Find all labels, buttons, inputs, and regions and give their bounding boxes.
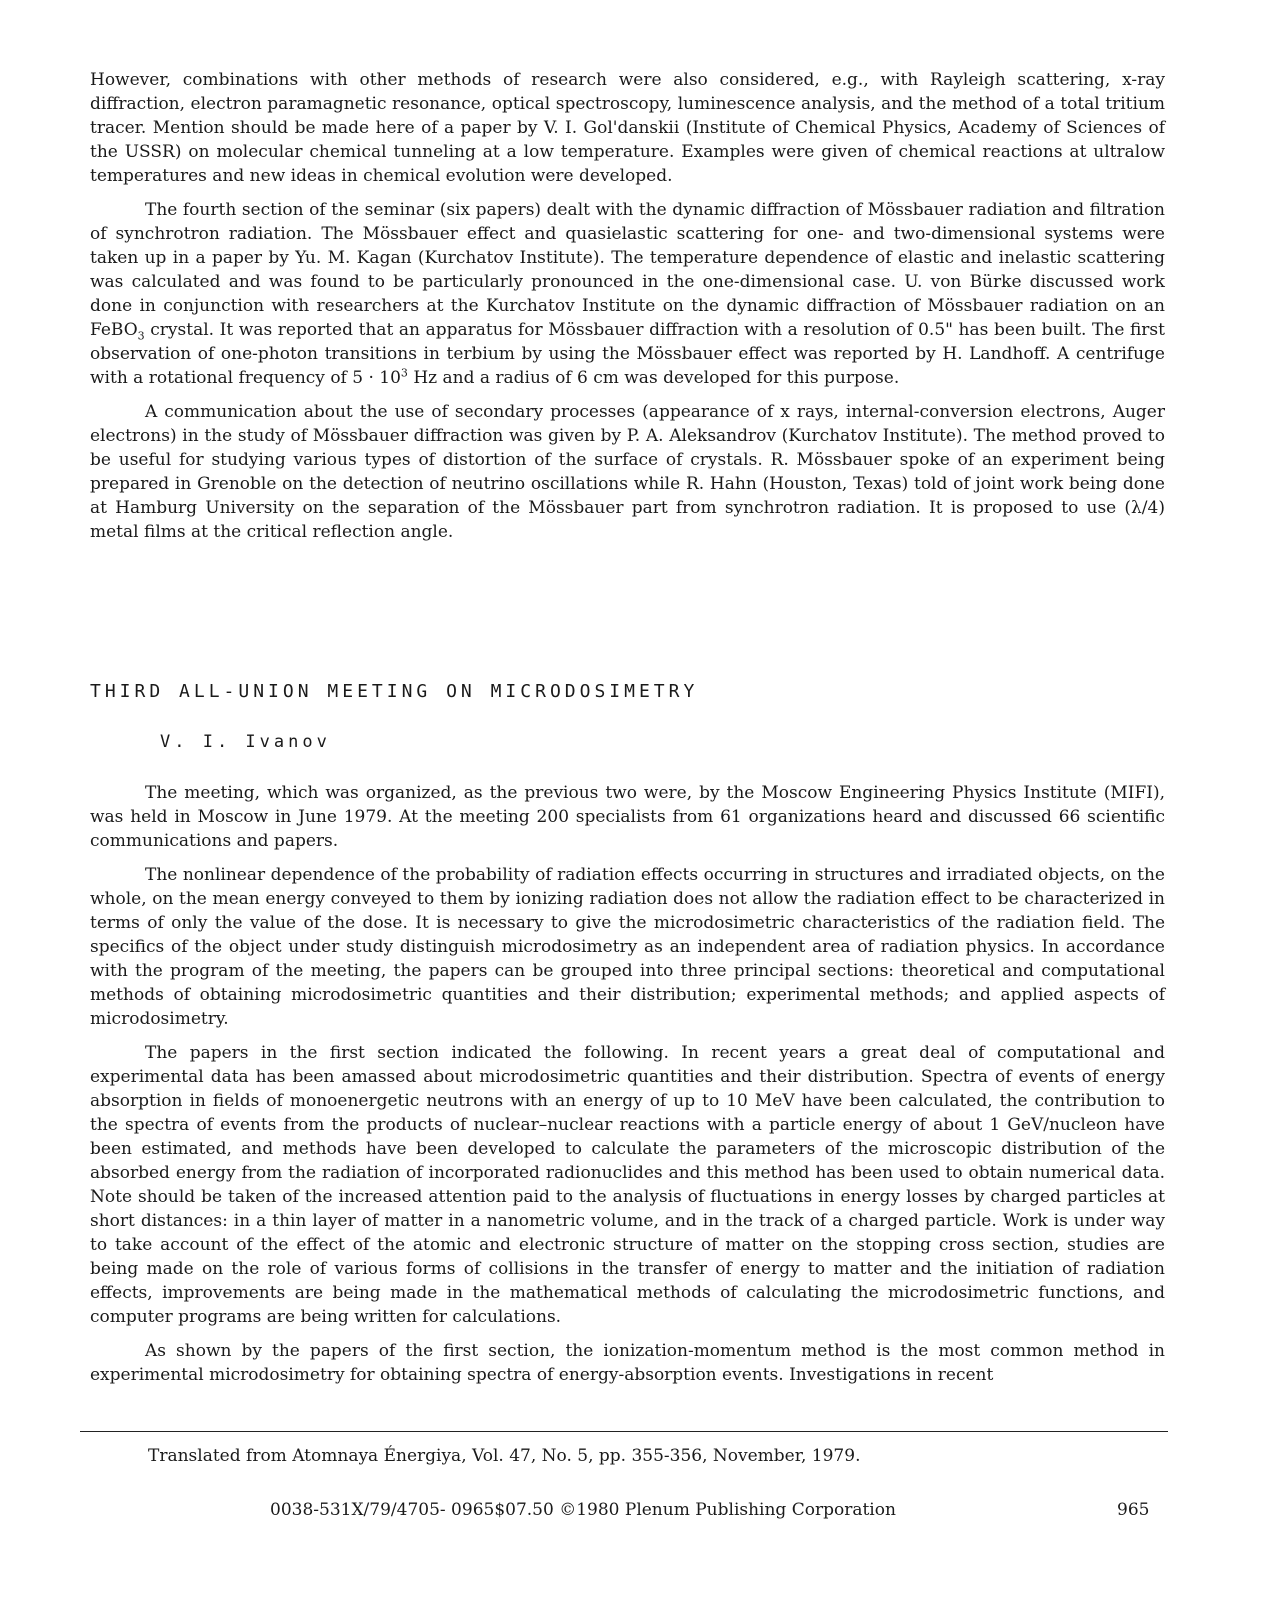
bottom-text: [90, 781, 1165, 1387]
paragraph-2: [90, 198, 1165, 390]
page-number: 965: [1117, 1500, 1150, 1520]
paragraph-2-part-2: crystal. It was reported that an apparatus for Mössbauer diffraction with a resolution of 0.5" has been built. The first observation of one-photon transitions in terbium by using the Mössbauer effect was reported by H. Landhoff. A centrifuge with a rotational frequency of 5 · 10: [90, 320, 1165, 388]
paragraph-6: The papers in the first section indicated the following. In recent years a great deal of computational and experimental data has been amassed about microdosimetric quantities and their distribution. Spectra of events of energy absorption in fields of monoenergetic neutrons with an energy of up to 10 MeV have been calculated, the contribution to the spectra of events from the products of nuclear–nuclear reactions with a particle energy of about 1 GeV/nucleon have been estimated, and methods have been developed to calculate the parameters of the microscopic distribution of the absorbed energy from the radiation of incorporated radionuclides and this method has been used to obtain numerical data. Note should be taken of the increased attention paid to the analysis of fluctuations in energy losses by charged particles at short distances: in a thin layer of matter in a nanometric volume, and in the track of a charged particle. Work is under way to take account of the effect of the atomic and electronic structure of matter on the stopping cross section, studies are being made on the role of various forms of collisions in the transfer of energy to matter and the initiation of radiation effects, improvements are being made in the mathematical methods of calculating the microdosimetric functions, and computer programs are being written for calculations.: [90, 1043, 1165, 1327]
superscript-3: 3: [400, 366, 408, 380]
publisher-line: 0038-531X/79/4705- 0965$07.50 ©1980 Plenum Publishing Corporation: [270, 1500, 896, 1520]
paragraph-2-part-3: Hz and a radius of 6 cm was developed for this purpose.: [413, 368, 900, 388]
footnote-rule: [80, 1431, 1168, 1432]
paragraph-3: A communication about the use of secondary processes (appearance of x rays, internal-conversion electrons, Auger electrons) in the study of Mössbauer diffraction was given by P. A. Aleksandrov (Kurchatov Institute). The method proved to be useful for studying various types of distortion of the surface of crystals. R. Mössbauer spoke of an experiment being prepared in Grenoble on the detection of neutrino oscillations while R. Hahn (Houston, Texas) told of joint work being done at Hamburg University on the separation of the Mössbauer part from synchrotron radiation. It is proposed to use (λ/4) metal films at the critical reflection angle.: [90, 402, 1165, 542]
section-heading: THIRD ALL-UNION MEETING ON MICRODOSIMETRY: [90, 681, 699, 702]
top-text: [90, 68, 1165, 544]
paragraph-7: As shown by the papers of the first section, the ionization-momentum method is the most common method in experimental microdosimetry for obtaining spectra of energy-absorption events. Investigations in recent: [90, 1341, 1165, 1385]
subscript-3: 3: [137, 329, 145, 343]
paragraph-2-part-1: The fourth section of the seminar (six papers) dealt with the dynamic diffraction of Mössbauer radiation and filtration of synchrotron radiation. The Mössbauer effect and quasielastic scattering for one- and two-dimensional systems were taken up in a paper by Yu. M. Kagan (Kurchatov Institute). The temperature dependence of elastic and inelastic scattering was calculated and was found to be particularly pronounced in the one-dimensional case. U. von Bürke discussed work done in conjunction with researchers at the Kurchatov Institute on the dynamic diffraction of Mössbauer radiation on an FeBO: [90, 200, 1165, 340]
footnote: Translated from Atomnaya Énergiya, Vol. 47, No. 5, pp. 355-356, November, 1979.: [148, 1446, 861, 1466]
paragraph-1: However, combinations with other methods of research were also considered, e.g., with Rayleigh scattering, x-ray diffraction, electron paramagnetic resonance, optical spectroscopy, luminescence analysis, and the method of a total tritium tracer. Mention should be made here of a paper by V. I. Gol'danskii (Institute of Chemical Physics, Academy of Sciences of the USSR) on molecular chemical tunneling at a low temperature. Examples were given of chemical reactions at ultralow temperatures and new ideas in chemical evolution were developed.: [90, 70, 1165, 186]
paragraph-4: The meeting, which was organized, as the previous two were, by the Moscow Engineering Physics Institute (MIFI), was held in Moscow in June 1979. At the meeting 200 specialists from 61 organizations heard and discussed 66 scientific communications and papers.: [90, 783, 1165, 851]
author: V. I. Ivanov: [160, 732, 331, 752]
paragraph-5: The nonlinear dependence of the probability of radiation effects occurring in structures and irradiated objects, on the whole, on the mean energy conveyed to them by ionizing radiation does not allow the radiation effect to be characterized in terms of only the value of the dose. It is necessary to give the microdosimetric characteristics of the radiation field. The specifics of the object under study distinguish microdosimetry as an independent area of radiation physics. In accordance with the program of the meeting, the papers can be grouped into three principal sections: theoretical and computational methods of obtaining microdosimetric quantities and their distribution; experimental methods; and applied aspects of microdosimetry.: [90, 865, 1165, 1029]
